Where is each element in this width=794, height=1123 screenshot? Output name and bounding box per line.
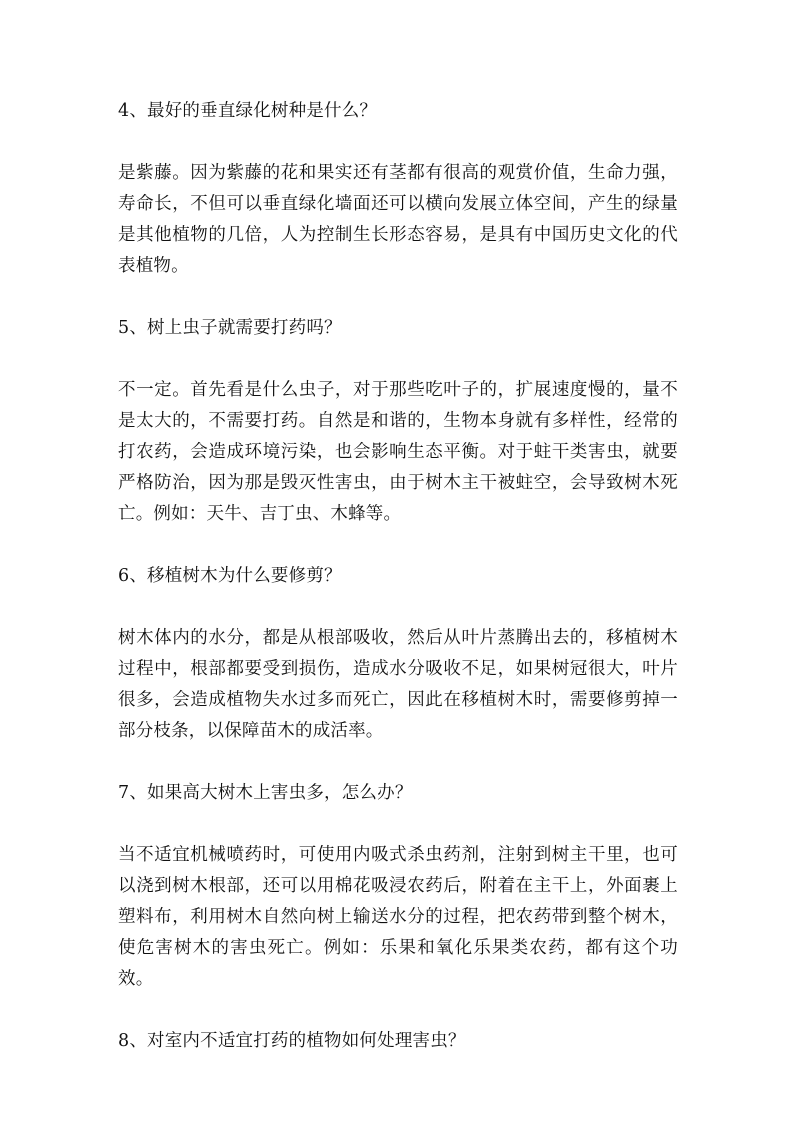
answer-6: 树木体内的水分，都是从根部吸收，然后从叶片蒸腾出去的，移植树木过程中，根部都要受到损伤，造成水分吸收不足，如果树冠很大，叶片很多，会造成植物失水过多而死亡，因此在移植树木时，需要修剪掉一部分枝条，以保障苗木的成活率。 (118, 628, 678, 741)
document-body (118, 96, 678, 1088)
answer-7: 当不适宜机械喷药时，可使用内吸式杀虫药剂，注射到树主干里，也可以浇到树木根部，还可以用棉花吸浸农药后，附着在主干上，外面裹上塑料布，利用树木自然向树上输送水分的过程，把农药带到整个树木，使危害树木的害虫死亡。例如：乐果和氧化乐果类农药，都有这个功效。 (118, 845, 678, 989)
question-5: 5、树上虫子就需要打药吗？ (118, 318, 342, 338)
answer-4: 是紫藤。因为紫藤的花和果实还有茎都有很高的观赏价值，生命力强，寿命长，不但可以垂直绿化墙面还可以横向发展立体空间，产生的绿量是其他植物的几倍，人为控制生长形态容易，是具有中国历史文化的代表植物。 (118, 163, 678, 276)
question-4: 4、最好的垂直绿化树种是什么？ (118, 101, 378, 121)
question-7: 7、如果高大树木上害虫多，怎么办？ (118, 783, 413, 803)
question-8: 8、对室内不适宜打药的植物如何处理害虫？ (118, 1031, 466, 1051)
question-6: 6、移植树木为什么要修剪？ (118, 566, 342, 586)
answer-5: 不一定。首先看是什么虫子，对于那些吃叶子的，扩展速度慢的，量不是太大的，不需要打药。自然是和谐的，生物本身就有多样性，经常的打农药，会造成环境污染，也会影响生态平衡。对于蛀干类害虫，就要严格防治，因为那是毁灭性害虫，由于树木主干被蛀空，会导致树木死亡。例如：天牛、吉丁虫、木蜂等。 (118, 380, 678, 524)
